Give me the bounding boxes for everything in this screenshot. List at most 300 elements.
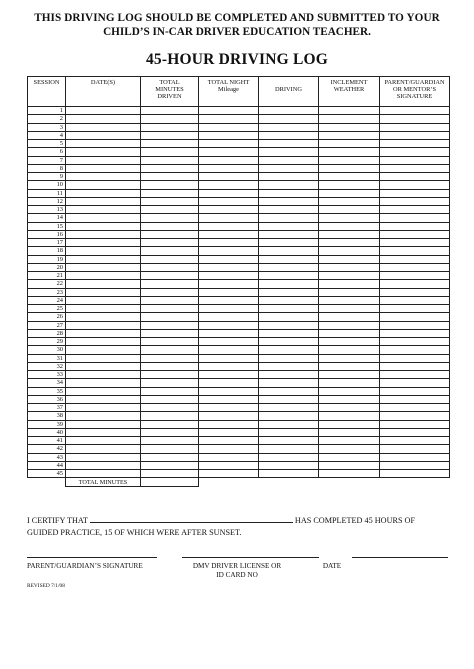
signature-cell[interactable] bbox=[380, 222, 450, 230]
signature-cell[interactable] bbox=[380, 428, 450, 436]
session-number: 26 bbox=[28, 313, 66, 321]
minutes-cell[interactable] bbox=[141, 387, 199, 395]
mileage-cell[interactable] bbox=[199, 107, 259, 115]
night-driving-cell[interactable] bbox=[259, 420, 319, 428]
session-number: 13 bbox=[28, 206, 66, 214]
date-cell[interactable] bbox=[66, 313, 141, 321]
signature-cell[interactable] bbox=[380, 362, 450, 370]
weather-cell[interactable] bbox=[319, 140, 380, 148]
signature-cell[interactable] bbox=[380, 371, 450, 379]
date-cell[interactable] bbox=[66, 230, 141, 238]
night-driving-cell[interactable] bbox=[259, 255, 319, 263]
weather-cell[interactable] bbox=[319, 107, 380, 115]
weather-cell[interactable] bbox=[319, 280, 380, 288]
minutes-cell[interactable] bbox=[141, 140, 199, 148]
mileage-cell[interactable] bbox=[199, 255, 259, 263]
night-driving-cell[interactable] bbox=[259, 206, 319, 214]
minutes-cell[interactable] bbox=[141, 371, 199, 379]
date-cell[interactable] bbox=[66, 296, 141, 304]
night-driving-cell[interactable] bbox=[259, 445, 319, 453]
date-cell[interactable] bbox=[66, 181, 141, 189]
minutes-cell[interactable] bbox=[141, 296, 199, 304]
minutes-cell[interactable] bbox=[141, 379, 199, 387]
weather-cell[interactable] bbox=[319, 148, 380, 156]
night-driving-cell[interactable] bbox=[259, 115, 319, 123]
signature-cell[interactable] bbox=[380, 321, 450, 329]
date-cell[interactable] bbox=[66, 453, 141, 461]
minutes-cell[interactable] bbox=[141, 280, 199, 288]
night-driving-cell[interactable] bbox=[259, 140, 319, 148]
date-cell[interactable] bbox=[66, 222, 141, 230]
session-number: 18 bbox=[28, 247, 66, 255]
signature-cell[interactable] bbox=[380, 329, 450, 337]
weather-cell[interactable] bbox=[319, 461, 380, 469]
weather-cell[interactable] bbox=[319, 214, 380, 222]
weather-cell[interactable] bbox=[319, 420, 380, 428]
night-driving-cell[interactable] bbox=[259, 197, 319, 205]
weather-cell[interactable] bbox=[319, 197, 380, 205]
signature-cell[interactable] bbox=[380, 197, 450, 205]
date-cell[interactable] bbox=[66, 470, 141, 478]
signature-cell[interactable] bbox=[380, 288, 450, 296]
weather-cell[interactable] bbox=[319, 239, 380, 247]
mileage-cell[interactable] bbox=[199, 181, 259, 189]
night-driving-cell[interactable] bbox=[259, 346, 319, 354]
minutes-cell[interactable] bbox=[141, 148, 199, 156]
minutes-cell[interactable] bbox=[141, 230, 199, 238]
mileage-cell[interactable] bbox=[199, 197, 259, 205]
night-driving-cell[interactable] bbox=[259, 387, 319, 395]
night-driving-cell[interactable] bbox=[259, 222, 319, 230]
signature-cell[interactable] bbox=[380, 255, 450, 263]
weather-cell[interactable] bbox=[319, 379, 380, 387]
table-row bbox=[28, 313, 450, 321]
mileage-cell[interactable] bbox=[199, 263, 259, 271]
weather-cell[interactable] bbox=[319, 206, 380, 214]
signature-cell[interactable] bbox=[380, 140, 450, 148]
night-driving-cell[interactable] bbox=[259, 230, 319, 238]
date-cell[interactable] bbox=[66, 321, 141, 329]
signature-cell[interactable] bbox=[380, 173, 450, 181]
signature-cell[interactable] bbox=[380, 189, 450, 197]
date-cell[interactable] bbox=[66, 288, 141, 296]
date-cell[interactable] bbox=[66, 387, 141, 395]
date-cell[interactable] bbox=[66, 255, 141, 263]
minutes-cell[interactable] bbox=[141, 445, 199, 453]
minutes-cell[interactable] bbox=[141, 197, 199, 205]
mileage-cell[interactable] bbox=[199, 230, 259, 238]
minutes-cell[interactable] bbox=[141, 156, 199, 164]
session-number: 35 bbox=[28, 387, 66, 395]
weather-cell[interactable] bbox=[319, 173, 380, 181]
date-cell[interactable] bbox=[66, 189, 141, 197]
night-driving-cell[interactable] bbox=[259, 461, 319, 469]
date-cell[interactable] bbox=[66, 140, 141, 148]
weather-cell[interactable] bbox=[319, 313, 380, 321]
minutes-cell[interactable] bbox=[141, 263, 199, 271]
mileage-cell[interactable] bbox=[199, 354, 259, 362]
minutes-cell[interactable] bbox=[141, 305, 199, 313]
signature-cell[interactable] bbox=[380, 395, 450, 403]
signature-cell[interactable] bbox=[380, 453, 450, 461]
weather-cell[interactable] bbox=[319, 445, 380, 453]
night-driving-cell[interactable] bbox=[259, 329, 319, 337]
mileage-cell[interactable] bbox=[199, 313, 259, 321]
date-cell[interactable] bbox=[66, 445, 141, 453]
date-cell[interactable] bbox=[66, 206, 141, 214]
night-driving-cell[interactable] bbox=[259, 296, 319, 304]
date-cell[interactable] bbox=[66, 329, 141, 337]
mileage-cell[interactable] bbox=[199, 131, 259, 139]
minutes-cell[interactable] bbox=[141, 412, 199, 420]
mileage-cell[interactable] bbox=[199, 222, 259, 230]
weather-cell[interactable] bbox=[319, 387, 380, 395]
date-cell[interactable] bbox=[66, 280, 141, 288]
date-cell[interactable] bbox=[66, 346, 141, 354]
signature-cell[interactable] bbox=[380, 461, 450, 469]
minutes-cell[interactable] bbox=[141, 288, 199, 296]
weather-cell[interactable] bbox=[319, 338, 380, 346]
mileage-cell[interactable] bbox=[199, 115, 259, 123]
date-cell[interactable] bbox=[66, 354, 141, 362]
table-row bbox=[28, 428, 450, 436]
night-driving-cell[interactable] bbox=[259, 470, 319, 478]
signature-cell[interactable] bbox=[380, 230, 450, 238]
weather-cell[interactable] bbox=[319, 395, 380, 403]
weather-cell[interactable] bbox=[319, 263, 380, 271]
mileage-cell[interactable] bbox=[199, 329, 259, 337]
license-number-line[interactable] bbox=[182, 557, 319, 558]
date-cell[interactable] bbox=[66, 404, 141, 412]
night-driving-cell[interactable] bbox=[259, 247, 319, 255]
night-driving-cell[interactable] bbox=[259, 148, 319, 156]
night-driving-cell[interactable] bbox=[259, 123, 319, 131]
night-driving-cell[interactable] bbox=[259, 428, 319, 436]
signature-cell[interactable] bbox=[380, 181, 450, 189]
mileage-cell[interactable] bbox=[199, 453, 259, 461]
weather-cell[interactable] bbox=[319, 230, 380, 238]
minutes-cell[interactable] bbox=[141, 321, 199, 329]
mileage-cell[interactable] bbox=[199, 148, 259, 156]
weather-cell[interactable] bbox=[319, 428, 380, 436]
minutes-cell[interactable] bbox=[141, 437, 199, 445]
mileage-cell[interactable] bbox=[199, 214, 259, 222]
weather-cell[interactable] bbox=[319, 453, 380, 461]
weather-cell[interactable] bbox=[319, 371, 380, 379]
date-cell[interactable] bbox=[66, 156, 141, 164]
column-header-dates: DATE(S) bbox=[66, 77, 141, 107]
date-cell[interactable] bbox=[66, 197, 141, 205]
date-cell[interactable] bbox=[66, 437, 141, 445]
signature-cell[interactable] bbox=[380, 420, 450, 428]
session-number: 6 bbox=[28, 148, 66, 156]
signature-cell[interactable] bbox=[380, 296, 450, 304]
minutes-cell[interactable] bbox=[141, 404, 199, 412]
night-driving-cell[interactable] bbox=[259, 263, 319, 271]
signature-cell[interactable] bbox=[380, 404, 450, 412]
mileage-cell[interactable] bbox=[199, 404, 259, 412]
night-driving-cell[interactable] bbox=[259, 362, 319, 370]
signature-cell[interactable] bbox=[380, 379, 450, 387]
signature-cell[interactable] bbox=[380, 354, 450, 362]
night-driving-cell[interactable] bbox=[259, 173, 319, 181]
minutes-cell[interactable] bbox=[141, 173, 199, 181]
night-driving-cell[interactable] bbox=[259, 412, 319, 420]
mileage-cell[interactable] bbox=[199, 420, 259, 428]
mileage-cell[interactable] bbox=[199, 164, 259, 172]
night-driving-cell[interactable] bbox=[259, 189, 319, 197]
signature-cell[interactable] bbox=[380, 123, 450, 131]
night-driving-cell[interactable] bbox=[259, 288, 319, 296]
night-driving-cell[interactable] bbox=[259, 395, 319, 403]
weather-cell[interactable] bbox=[319, 247, 380, 255]
mileage-cell[interactable] bbox=[199, 321, 259, 329]
date-cell[interactable] bbox=[66, 247, 141, 255]
weather-cell[interactable] bbox=[319, 222, 380, 230]
night-driving-cell[interactable] bbox=[259, 354, 319, 362]
signature-cell[interactable] bbox=[380, 206, 450, 214]
weather-cell[interactable] bbox=[319, 362, 380, 370]
mileage-cell[interactable] bbox=[199, 412, 259, 420]
total-minutes-row bbox=[28, 478, 450, 487]
signature-cell[interactable] bbox=[380, 305, 450, 313]
signature-cell[interactable] bbox=[380, 156, 450, 164]
parent-signature-line[interactable] bbox=[27, 557, 157, 558]
weather-cell[interactable] bbox=[319, 305, 380, 313]
signature-cell[interactable] bbox=[380, 437, 450, 445]
date-cell[interactable] bbox=[66, 107, 141, 115]
weather-cell[interactable] bbox=[319, 181, 380, 189]
night-driving-cell[interactable] bbox=[259, 280, 319, 288]
minutes-cell[interactable] bbox=[141, 470, 199, 478]
session-number: 24 bbox=[28, 296, 66, 304]
mileage-cell[interactable] bbox=[199, 445, 259, 453]
signature-cell[interactable] bbox=[380, 445, 450, 453]
table-row bbox=[28, 371, 450, 379]
date-cell[interactable] bbox=[66, 148, 141, 156]
signature-cell[interactable] bbox=[380, 470, 450, 478]
session-number: 44 bbox=[28, 461, 66, 469]
weather-cell[interactable] bbox=[319, 164, 380, 172]
signature-cell[interactable] bbox=[380, 346, 450, 354]
signature-cell[interactable] bbox=[380, 247, 450, 255]
signature-cell[interactable] bbox=[380, 272, 450, 280]
mileage-cell[interactable] bbox=[199, 206, 259, 214]
minutes-cell[interactable] bbox=[141, 395, 199, 403]
signature-cell[interactable] bbox=[380, 412, 450, 420]
weather-cell[interactable] bbox=[319, 189, 380, 197]
date-line[interactable] bbox=[352, 557, 448, 558]
minutes-cell[interactable] bbox=[141, 247, 199, 255]
session-number: 41 bbox=[28, 437, 66, 445]
signature-cell[interactable] bbox=[380, 214, 450, 222]
weather-cell[interactable] bbox=[319, 437, 380, 445]
minutes-cell[interactable] bbox=[141, 189, 199, 197]
date-cell[interactable] bbox=[66, 371, 141, 379]
weather-cell[interactable] bbox=[319, 115, 380, 123]
minutes-cell[interactable] bbox=[141, 313, 199, 321]
minutes-cell[interactable] bbox=[141, 453, 199, 461]
mileage-cell[interactable] bbox=[199, 470, 259, 478]
mileage-cell[interactable] bbox=[199, 272, 259, 280]
signature-cell[interactable] bbox=[380, 115, 450, 123]
minutes-cell[interactable] bbox=[141, 239, 199, 247]
signature-cell[interactable] bbox=[380, 313, 450, 321]
date-cell[interactable] bbox=[66, 428, 141, 436]
mileage-cell[interactable] bbox=[199, 387, 259, 395]
date-cell[interactable] bbox=[66, 420, 141, 428]
table-row bbox=[28, 140, 450, 148]
mileage-cell[interactable] bbox=[199, 338, 259, 346]
date-cell[interactable] bbox=[66, 362, 141, 370]
signature-cell[interactable] bbox=[380, 387, 450, 395]
minutes-cell[interactable] bbox=[141, 123, 199, 131]
night-driving-cell[interactable] bbox=[259, 371, 319, 379]
mileage-cell[interactable] bbox=[199, 362, 259, 370]
mileage-cell[interactable] bbox=[199, 247, 259, 255]
night-driving-cell[interactable] bbox=[259, 164, 319, 172]
table-row bbox=[28, 164, 450, 172]
night-driving-cell[interactable] bbox=[259, 437, 319, 445]
minutes-cell[interactable] bbox=[141, 107, 199, 115]
mileage-cell[interactable] bbox=[199, 189, 259, 197]
minutes-cell[interactable] bbox=[141, 214, 199, 222]
weather-cell[interactable] bbox=[319, 404, 380, 412]
night-driving-cell[interactable] bbox=[259, 404, 319, 412]
date-cell[interactable] bbox=[66, 214, 141, 222]
date-cell[interactable] bbox=[66, 164, 141, 172]
mileage-cell[interactable] bbox=[199, 173, 259, 181]
night-driving-cell[interactable] bbox=[259, 321, 319, 329]
minutes-cell[interactable] bbox=[141, 206, 199, 214]
minutes-cell[interactable] bbox=[141, 164, 199, 172]
mileage-cell[interactable] bbox=[199, 239, 259, 247]
date-cell[interactable] bbox=[66, 338, 141, 346]
night-driving-cell[interactable] bbox=[259, 272, 319, 280]
minutes-cell[interactable] bbox=[141, 181, 199, 189]
mileage-cell[interactable] bbox=[199, 305, 259, 313]
minutes-cell[interactable] bbox=[141, 354, 199, 362]
signature-cell[interactable] bbox=[380, 239, 450, 247]
signature-cell[interactable] bbox=[380, 148, 450, 156]
minutes-cell[interactable] bbox=[141, 255, 199, 263]
night-driving-cell[interactable] bbox=[259, 181, 319, 189]
night-driving-cell[interactable] bbox=[259, 214, 319, 222]
signature-cell[interactable] bbox=[380, 263, 450, 271]
date-cell[interactable] bbox=[66, 461, 141, 469]
signature-cell[interactable] bbox=[380, 164, 450, 172]
column-header-signature: PARENT/GUARDIAN OR MENTOR’S SIGNATURE bbox=[380, 77, 450, 107]
mileage-cell[interactable] bbox=[199, 437, 259, 445]
night-driving-cell[interactable] bbox=[259, 338, 319, 346]
date-cell[interactable] bbox=[66, 412, 141, 420]
total-minutes-field[interactable] bbox=[141, 478, 199, 487]
mileage-cell[interactable] bbox=[199, 461, 259, 469]
minutes-cell[interactable] bbox=[141, 420, 199, 428]
minutes-cell[interactable] bbox=[141, 461, 199, 469]
date-cell[interactable] bbox=[66, 272, 141, 280]
weather-cell[interactable] bbox=[319, 131, 380, 139]
date-cell[interactable] bbox=[66, 395, 141, 403]
night-driving-cell[interactable] bbox=[259, 313, 319, 321]
mileage-cell[interactable] bbox=[199, 379, 259, 387]
mileage-cell[interactable] bbox=[199, 123, 259, 131]
mileage-cell[interactable] bbox=[199, 296, 259, 304]
date-cell[interactable] bbox=[66, 379, 141, 387]
weather-cell[interactable] bbox=[319, 123, 380, 131]
mileage-cell[interactable] bbox=[199, 280, 259, 288]
weather-cell[interactable] bbox=[319, 296, 380, 304]
date-cell[interactable] bbox=[66, 123, 141, 131]
signature-cell[interactable] bbox=[380, 131, 450, 139]
minutes-cell[interactable] bbox=[141, 329, 199, 337]
session-number: 45 bbox=[28, 470, 66, 478]
signature-cell[interactable] bbox=[380, 280, 450, 288]
weather-cell[interactable] bbox=[319, 156, 380, 164]
column-header-mileage: TOTAL NIGHT Mileage bbox=[199, 77, 259, 107]
minutes-cell[interactable] bbox=[141, 131, 199, 139]
signature-cell[interactable] bbox=[380, 107, 450, 115]
date-cell[interactable] bbox=[66, 305, 141, 313]
weather-cell[interactable] bbox=[319, 412, 380, 420]
weather-cell[interactable] bbox=[319, 255, 380, 263]
session-number: 2 bbox=[28, 115, 66, 123]
weather-cell[interactable] bbox=[319, 329, 380, 337]
night-driving-cell[interactable] bbox=[259, 305, 319, 313]
signature-cell[interactable] bbox=[380, 338, 450, 346]
date-cell[interactable] bbox=[66, 173, 141, 181]
session-number: 11 bbox=[28, 189, 66, 197]
weather-cell[interactable] bbox=[319, 354, 380, 362]
minutes-cell[interactable] bbox=[141, 362, 199, 370]
weather-cell[interactable] bbox=[319, 321, 380, 329]
minutes-cell[interactable] bbox=[141, 346, 199, 354]
instructions-line-2: CHILD’S IN-CAR DRIVER EDUCATION TEACHER. bbox=[103, 26, 371, 38]
table-row bbox=[28, 470, 450, 478]
night-driving-cell[interactable] bbox=[259, 131, 319, 139]
weather-cell[interactable] bbox=[319, 288, 380, 296]
date-cell[interactable] bbox=[66, 115, 141, 123]
session-number: 34 bbox=[28, 379, 66, 387]
night-driving-cell[interactable] bbox=[259, 239, 319, 247]
night-driving-cell[interactable] bbox=[259, 156, 319, 164]
mileage-cell[interactable] bbox=[199, 395, 259, 403]
mileage-cell[interactable] bbox=[199, 346, 259, 354]
date-cell[interactable] bbox=[66, 131, 141, 139]
minutes-cell[interactable] bbox=[141, 428, 199, 436]
date-cell[interactable] bbox=[66, 263, 141, 271]
date-cell[interactable] bbox=[66, 239, 141, 247]
session-number: 22 bbox=[28, 280, 66, 288]
mileage-cell[interactable] bbox=[199, 428, 259, 436]
night-driving-cell[interactable] bbox=[259, 379, 319, 387]
weather-cell[interactable] bbox=[319, 346, 380, 354]
mileage-cell[interactable] bbox=[199, 156, 259, 164]
mileage-cell[interactable] bbox=[199, 140, 259, 148]
student-name-field[interactable] bbox=[90, 514, 293, 523]
minutes-cell[interactable] bbox=[141, 338, 199, 346]
weather-cell[interactable] bbox=[319, 470, 380, 478]
mileage-cell[interactable] bbox=[199, 371, 259, 379]
night-driving-cell[interactable] bbox=[259, 453, 319, 461]
minutes-cell[interactable] bbox=[141, 115, 199, 123]
night-driving-cell[interactable] bbox=[259, 107, 319, 115]
minutes-cell[interactable] bbox=[141, 222, 199, 230]
certification-statement bbox=[27, 514, 452, 538]
minutes-cell[interactable] bbox=[141, 272, 199, 280]
weather-cell[interactable] bbox=[319, 272, 380, 280]
mileage-cell[interactable] bbox=[199, 288, 259, 296]
